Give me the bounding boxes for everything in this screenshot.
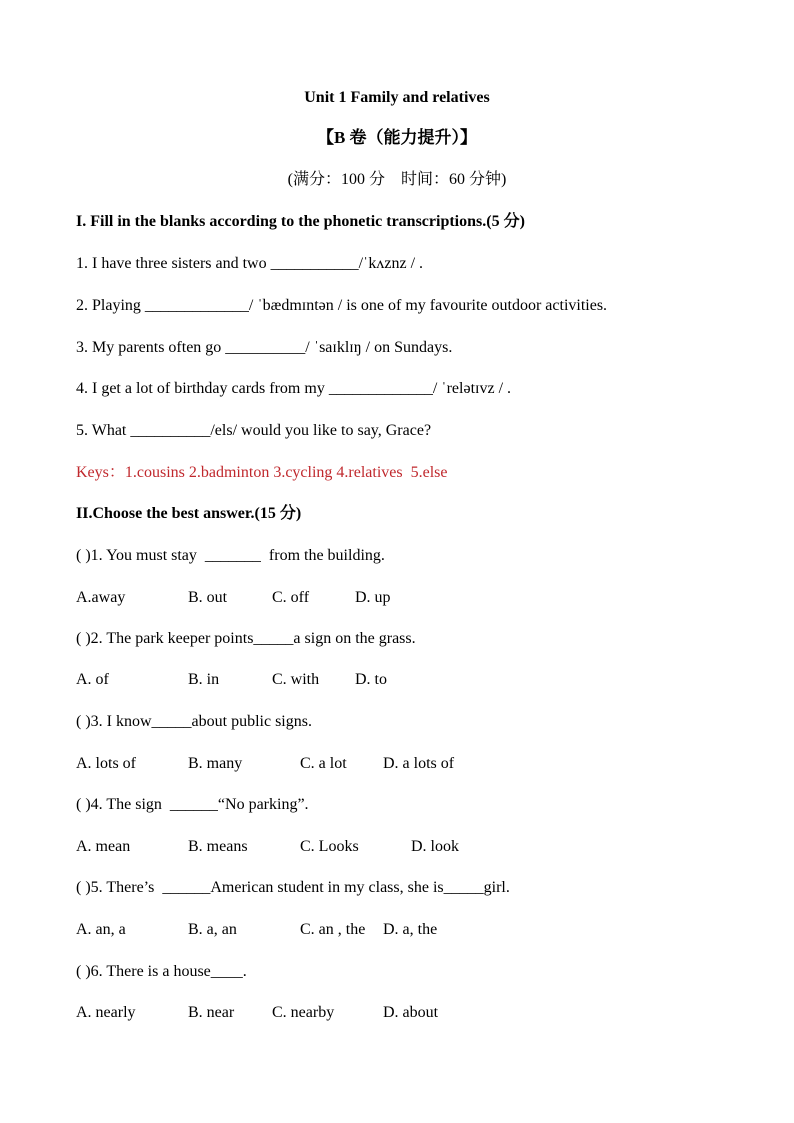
question-4-stem: ( )4. The sign ______“No parking”. bbox=[76, 796, 309, 813]
fill-blank-item-2: 2. Playing _____________/ ˈbædmɪntən / is one of my favourite outdoor activities. bbox=[76, 297, 608, 314]
question-3-stem: ( )3. I know_____about public signs. bbox=[76, 713, 312, 730]
option-a: A. lots of bbox=[76, 755, 136, 772]
option-c: C. off bbox=[272, 589, 310, 606]
option-c: C. an , the bbox=[300, 921, 366, 938]
question-5-stem: ( )5. There’s ______American student in my class, she is_____girl. bbox=[76, 879, 510, 896]
option-c: C. a lot bbox=[300, 755, 347, 772]
question-1-options bbox=[76, 588, 776, 608]
option-a: A. an, a bbox=[76, 921, 126, 938]
option-b: B. near bbox=[188, 1004, 235, 1021]
score-time-info: (满分：100 分 时间：60 分钟) bbox=[287, 171, 507, 188]
option-b: B. many bbox=[188, 755, 243, 772]
question-4-options bbox=[76, 837, 776, 857]
option-a: A. nearly bbox=[76, 1004, 136, 1021]
fill-blank-item-3: 3. My parents often go __________/ ˈsaɪklɪŋ / on Sundays. bbox=[76, 339, 453, 356]
option-d: D. about bbox=[383, 1004, 439, 1021]
option-d: D. up bbox=[355, 589, 391, 606]
section1-heading: I. Fill in the blanks according to the phonetic transcriptions.(5 分) bbox=[76, 213, 525, 230]
section2-heading: II.Choose the best answer.(15 分) bbox=[76, 505, 302, 522]
option-c: C. Looks bbox=[300, 838, 359, 855]
fill-blank-item-4: 4. I get a lot of birthday cards from my _____________/ ˈrelətɪvz / . bbox=[76, 380, 512, 397]
question-5-options bbox=[76, 920, 776, 940]
question-3-options bbox=[76, 754, 776, 774]
option-c: C. nearby bbox=[272, 1004, 335, 1021]
option-d: D. a, the bbox=[383, 921, 438, 938]
question-2-stem: ( )2. The park keeper points_____a sign on the grass. bbox=[76, 630, 416, 647]
option-a: A. of bbox=[76, 671, 109, 688]
option-a: A.away bbox=[76, 589, 126, 606]
option-b: B. in bbox=[188, 671, 220, 688]
option-a: A. mean bbox=[76, 838, 131, 855]
option-d: D. look bbox=[411, 838, 459, 855]
question-6-options bbox=[76, 1003, 776, 1023]
question-1-stem: ( )1. You must stay _______ from the building. bbox=[76, 547, 385, 564]
page-title: Unit 1 Family and relatives bbox=[304, 89, 490, 106]
question-2-options bbox=[76, 670, 776, 690]
question-6-stem: ( )6. There is a house____. bbox=[76, 963, 247, 980]
option-c: C. with bbox=[272, 671, 320, 688]
fill-blank-item-5: 5. What __________/els/ would you like to say, Grace? bbox=[76, 422, 432, 439]
fill-blank-item-1: 1. I have three sisters and two ___________/ˈkʌznz / . bbox=[76, 255, 424, 272]
option-d: D. a lots of bbox=[383, 755, 455, 772]
option-b: B. a, an bbox=[188, 921, 237, 938]
paper-version-label: 【B 卷（能力提升）】 bbox=[316, 128, 478, 147]
option-b: B. means bbox=[188, 838, 248, 855]
option-b: B. out bbox=[188, 589, 228, 606]
option-d: D. to bbox=[355, 671, 387, 688]
answer-keys: Keys：1.cousins 2.badminton 3.cycling 4.relatives 5.else bbox=[76, 464, 448, 481]
